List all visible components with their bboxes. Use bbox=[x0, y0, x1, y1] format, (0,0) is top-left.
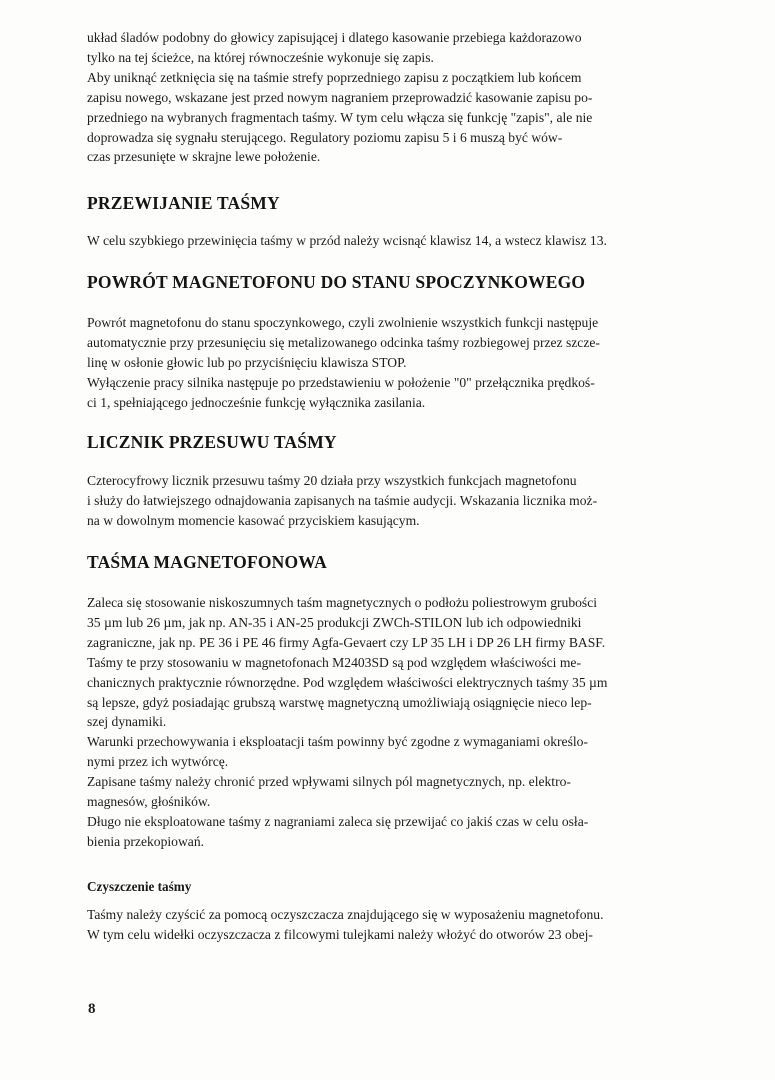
text-line: Czterocyfrowy licznik przesuwu taśmy 20 działa przy wszystkich funkcjach magnetofonu bbox=[87, 473, 577, 488]
text-line: Powrót magnetofonu do stanu spoczynkowego, czyli zwolnienie wszystkich funkcji następuje bbox=[87, 315, 599, 330]
text-line: chanicznych praktycznie równorzędne. Pod względem właściwości elektrycznych taśmy 35 µm bbox=[87, 674, 608, 690]
text-line: są lepsze, gdyż posiadając grubszą warstwę magnetyczną umożliwiają osiągnięcie nieco lep- bbox=[87, 694, 592, 710]
powrot-paragraph bbox=[87, 313, 717, 413]
przewijanie-paragraph bbox=[87, 231, 717, 251]
section-heading-powrot: POWRÓT MAGNETOFONU DO STANU SPOCZYNKOWEGO bbox=[87, 272, 586, 292]
text-line: bienia przekopiowań. bbox=[87, 833, 205, 849]
section-heading-tasma: TAŚMA MAGNETOFONOWA bbox=[87, 552, 327, 572]
text-line: Zaleca się stosowanie niskoszumnych taśm magnetycznych o podłożu poliestrowym grubości bbox=[87, 595, 598, 610]
text-line: ci 1, spełniającego jednocześnie funkcję wyłącznika zasilania. bbox=[87, 394, 426, 410]
licznik-paragraph bbox=[87, 471, 717, 531]
text-line: Taśmy te przy stosowaniu w magnetofonach M2403SD są pod względem właściwości me- bbox=[87, 654, 581, 670]
text-line: Taśmy należy czyścić za pomocą oczyszczacza znajdującego się w wyposażeniu magnetofonu. bbox=[87, 907, 604, 922]
text-line: przedniego na wybranych fragmentach taśmy. W tym celu włącza się funkcję "zapis", ale nie bbox=[87, 109, 593, 125]
text-line: Długo nie eksploatowane taśmy z nagraniami zaleca się przewijać co jakiś czas w celu osła- bbox=[87, 813, 589, 829]
text-line: linę w osłonie głowic lub po przyciśnięciu klawisza STOP. bbox=[87, 354, 407, 370]
text-line: 35 µm lub 26 µm, jak np. AN-35 i AN-25 produkcji ZWCh-STILON lub ich odpowiedniki bbox=[87, 614, 582, 630]
text-line: doprowadza się sygnału sterującego. Regulatory poziomu zapisu 5 i 6 muszą być wów- bbox=[87, 129, 563, 145]
subsection-heading-czyszczenie: Czyszczenie taśmy bbox=[87, 879, 192, 894]
section-heading-licznik: LICZNIK PRZESUWU TAŚMY bbox=[87, 432, 337, 452]
text-line: na w dowolnym momencie kasować przyciskiem kasującym. bbox=[87, 512, 420, 528]
text-line: zagraniczne, jak np. PE 36 i PE 46 firmy Agfa-Gevaert czy LP 35 LH i DP 26 LH firmy BASF. bbox=[87, 634, 606, 650]
section-heading-przewijanie: PRZEWIJANIE TAŚMY bbox=[87, 193, 280, 213]
text-line: W tym celu widełki oczyszczacza z filcowymi tulejkami należy włożyć do otworów 23 obej- bbox=[87, 926, 593, 942]
czyszczenie-paragraph bbox=[87, 905, 717, 945]
text-line: czas przesunięte w skrajne lewe położenie. bbox=[87, 149, 321, 165]
text-line: tylko na tej ścieżce, na której równocześnie wykonuje się zapis. bbox=[87, 49, 434, 65]
text-line: Wyłączenie pracy silnika następuje po przedstawieniu w położenie "0" przełącznika prędkoś- bbox=[87, 374, 595, 390]
text-line: W celu szybkiego przewinięcia taśmy w przód należy wcisnąć klawisz 14, a wstecz klawisz 13. bbox=[87, 233, 607, 248]
text-line: automatycznie przy przesunięciu się metalizowanego odcinka taśmy rozbiegowej przez szcze- bbox=[87, 334, 600, 350]
text-line: Aby uniknąć zetknięcia się na taśmie strefy poprzedniego zapisu z początkiem lub końcem bbox=[87, 69, 582, 85]
text-line: i służy do łatwiejszego odnajdowania zapisanych na taśmie audycji. Wskazania licznika moż- bbox=[87, 492, 598, 508]
text-line: szej dynamiki. bbox=[87, 714, 167, 730]
text-line: Warunki przechowywania i eksploatacji taśm powinny być zgodne z wymaganiami określo- bbox=[87, 734, 588, 750]
text-line: Zapisane taśmy należy chronić przed wpływami silnych pól magnetycznych, np. elektro- bbox=[87, 774, 571, 790]
page-number: 8 bbox=[88, 1001, 96, 1017]
text-line: magnesów, głośników. bbox=[87, 794, 211, 810]
intro-paragraph bbox=[87, 28, 717, 167]
text-line: zapisu nowego, wskazane jest przed nowym nagraniem przeprowadzić kasowanie zapisu po- bbox=[87, 89, 593, 105]
text-line: układ śladów podobny do głowicy zapisującej i dlatego kasowanie przebiega każdorazowo bbox=[87, 30, 582, 45]
tasma-paragraph bbox=[87, 593, 717, 852]
text-line: nymi przez ich wytwórcę. bbox=[87, 754, 229, 770]
